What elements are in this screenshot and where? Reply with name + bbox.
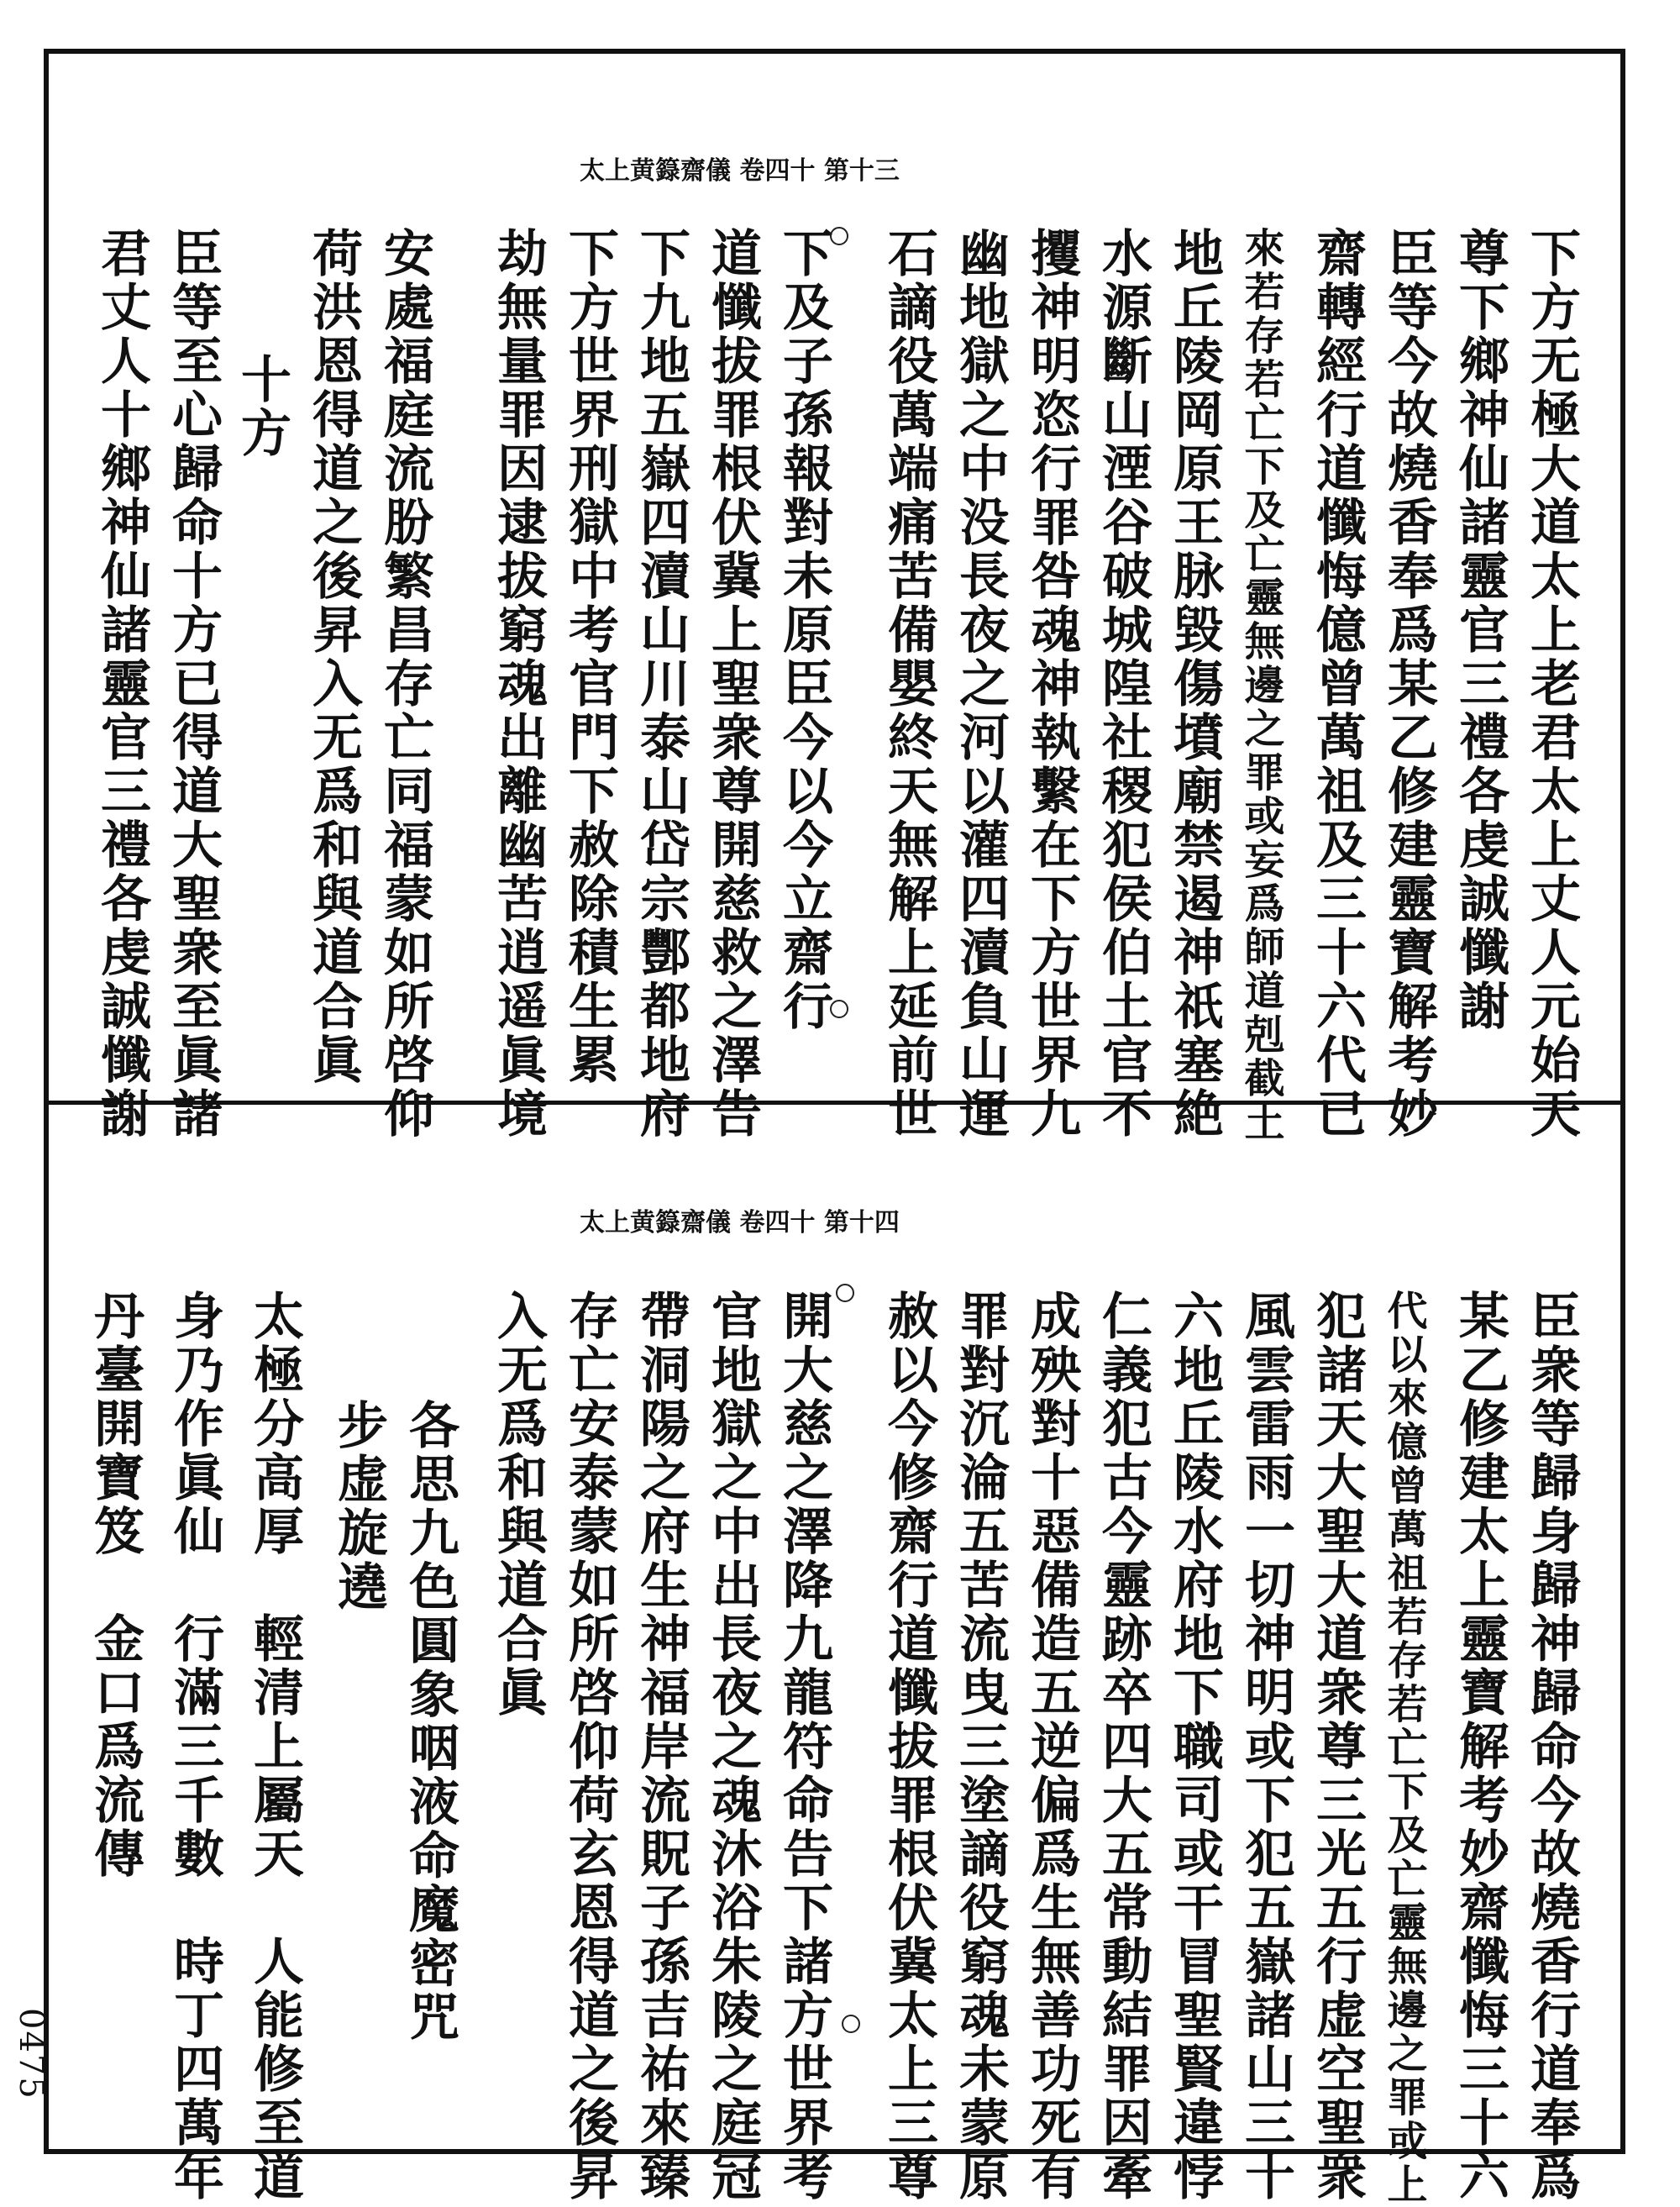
- text-column: 下方无極大道太上老君太上丈人元始天: [1522, 227, 1581, 1141]
- text-column: 罪對沉淪五苦流曳三塗謫役窮魂未蒙原: [951, 1290, 1010, 2204]
- section-heading: 十方: [233, 353, 291, 460]
- text-column: 仁義犯古今靈跡卒四大五常動結罪因牽: [1094, 1290, 1152, 2204]
- text-column: 某乙修建太上靈寶解考妙齋懺悔三十六: [1451, 1290, 1509, 2204]
- text-column: 下及子孫報對未原臣今以今立齋行: [774, 227, 833, 1033]
- text-column: 臣等今故燒香奉爲某乙修建靈寶解考妙: [1379, 227, 1438, 1141]
- text-column: 道懺拔罪根伏冀上聖衆尊開慈救之澤告: [703, 227, 762, 1141]
- verse-column: 太極分高厚 輕清上屬天 人能修至道: [245, 1290, 304, 2204]
- margin-mark: [830, 227, 848, 245]
- text-column: 開大慈之澤降九龍符命告下諸方世界考: [774, 1290, 833, 2204]
- text-column: 臣等至心歸命十方已得道大聖衆至眞諸: [164, 227, 223, 1141]
- text-column: 各思九色圓象咽液命魔密咒: [401, 1399, 459, 2044]
- text-column: 幽地獄之中没長夜之河以灌四瀆負山運: [951, 227, 1010, 1141]
- text-column: 來若存若亡下及亡靈無邊之罪或妄爲師道剋截土: [1237, 227, 1284, 1144]
- margin-mark: [830, 1000, 848, 1018]
- text-column: 官地獄之中出長夜之魂沐浴朱陵之庭冠: [703, 1290, 762, 2204]
- margin-mark: [842, 2015, 860, 2033]
- text-column: 水源斷山湮谷破城隍社稷犯侯伯土官不: [1094, 227, 1152, 1141]
- text-column: 帶洞陽之府生神福岸流貺子孫吉祐來臻: [632, 1290, 690, 2204]
- text-column: 地丘陵岡原王脉毀傷墳廟禁遏神祇塞絶: [1165, 227, 1224, 1141]
- text-column: 代以來億曾萬祖若存若亡下及亡靈無邊之罪或上: [1380, 1290, 1427, 2207]
- text-column: 君丈人十鄉神仙諸靈官三禮各虔誠懺謝: [92, 227, 151, 1141]
- text-column: 劫無量罪因逮拔窮魂出離幽苦逍遥眞境: [489, 227, 548, 1141]
- text-column: 六地丘陵水府地下職司或干冒聖賢違悖: [1165, 1290, 1224, 2204]
- verse-column: 身乃作眞仙 行滿三千數 時丁四萬年: [165, 1290, 224, 2204]
- text-column: 安處福庭流朌繁昌存亡同福蒙如所啓仰: [375, 227, 434, 1141]
- top-running-header: 太上黄籙齋儀 卷四十 第十三: [580, 156, 900, 186]
- text-column: 存亡安泰蒙如所啓仰荷玄恩得道之後昇: [560, 1290, 619, 2204]
- text-column: 犯諸天大聖大道衆尊三光五行虚空聖衆: [1308, 1290, 1367, 2204]
- text-column: 下方世界刑獄中考官門下赦除積生累: [560, 227, 619, 1087]
- text-column: 赦以今修齋行道懺拔罪根伏冀太上三尊: [879, 1290, 938, 2204]
- bottom-running-header: 太上黄籙齋儀 卷四十 第十四: [580, 1208, 900, 1237]
- text-column: 臣衆等歸身歸神歸命今故燒香行道奉爲: [1522, 1290, 1581, 2204]
- margin-mark: [836, 1284, 854, 1302]
- text-column: 成殃對十惡備造五逆偏爲生無善功死有: [1022, 1290, 1081, 2204]
- page-number: 0475: [12, 2008, 50, 2100]
- text-column: 荷洪恩得道之後昇入无爲和與道合眞: [304, 227, 363, 1087]
- text-column: 攫神明恣行罪咎魂神執繫在下方世界九: [1022, 227, 1081, 1141]
- verse-column: 丹臺開寶笈 金口爲流傳: [86, 1290, 144, 1881]
- text-column: 下九地五嶽四瀆山川泰山岱宗酆都地府: [632, 227, 690, 1141]
- text-column: 石謫役萬端痛苦備嬰終天無解上延前世: [879, 227, 938, 1141]
- text-column: 尊下鄉神仙諸靈官三禮各虔誠懺謝: [1451, 227, 1509, 1033]
- text-column: 步虚旋遶: [329, 1399, 388, 1614]
- text-column: 入无爲和與道合眞: [489, 1290, 548, 1720]
- text-column: 風雲雷雨一切神明或下犯五嶽諸山三十: [1236, 1290, 1295, 2204]
- text-column: 齋轉經行道懺悔億曾萬祖及三十六代已: [1308, 227, 1367, 1141]
